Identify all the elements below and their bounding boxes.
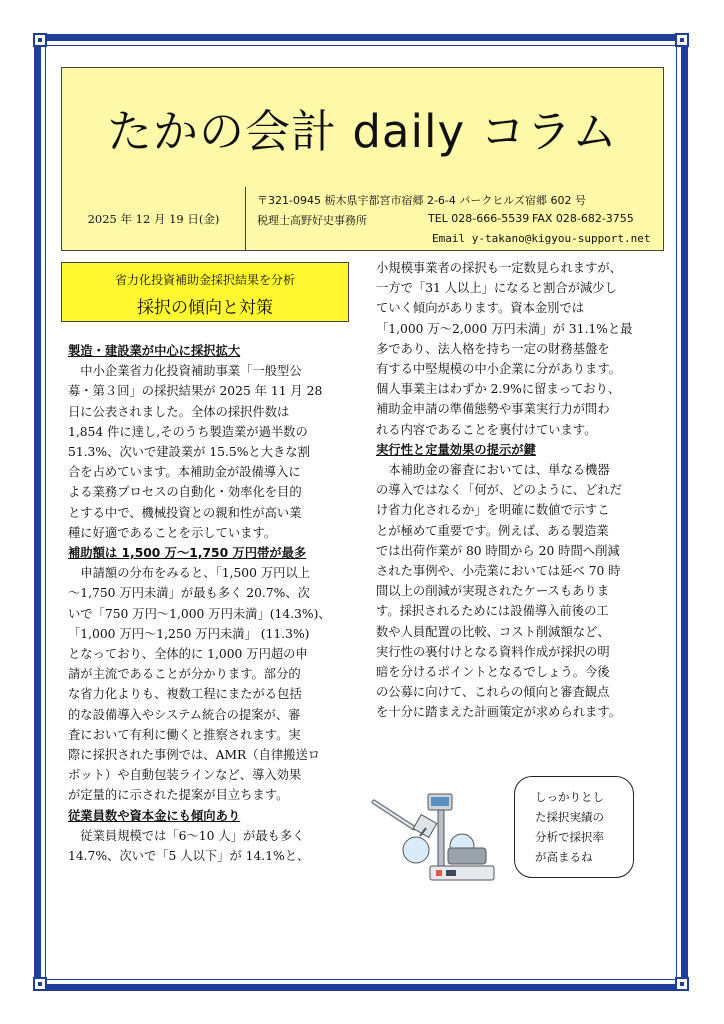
office-fax: FAX 028-682-3755 bbox=[532, 212, 634, 225]
info-row bbox=[61, 187, 664, 251]
corner-ornament bbox=[675, 977, 689, 991]
paragraph-line: 際に採択された事例では、AMR（自律搬送ロ bbox=[68, 748, 321, 763]
paragraph-line: 種に好適であることを示しています。 bbox=[68, 525, 277, 540]
paragraph-line: 募・第３回」の採択結果が 2025 年 11 月 28 bbox=[68, 384, 323, 399]
article-headline bbox=[61, 262, 349, 322]
paragraph-line: いで「750 万円～1,000 万円未満」(14.3%)、 bbox=[68, 606, 331, 621]
bubble-line: 分析で採択率 bbox=[535, 830, 604, 844]
issue-date: 2025 年 12 月 19 日(金) bbox=[62, 187, 246, 250]
paragraph-line: 1,854 件に達し,そのうち製造業が過半数の bbox=[68, 424, 308, 439]
bubble-line: が高まるね bbox=[535, 850, 593, 864]
corner-ornament bbox=[33, 33, 47, 47]
paragraph-line: 多であり、法人格を持ち一定の財務基盤を bbox=[376, 341, 610, 356]
paragraph-line: ていく傾向があります。資本金別では bbox=[376, 301, 585, 316]
paragraph-line: 従業員規模では「6～10 人」が最も多く bbox=[68, 828, 305, 843]
paragraph-line: 実行性の裏付けとなる資料作成が採択の明 bbox=[376, 644, 610, 659]
article-column-left bbox=[68, 341, 352, 866]
office-email: Email y-takano@kigyou-support.net bbox=[432, 232, 651, 245]
paragraph-line: となっており、全体的に 1,000 万円超の申 bbox=[68, 647, 308, 662]
section-heading: 製造・建設業が中心に採択拡大 bbox=[68, 344, 241, 358]
paragraph-line: 間以上の削減が実現されたケースもありま bbox=[376, 584, 610, 599]
paragraph-line: 暗を分けるポイントとなるでしょう。今後 bbox=[376, 665, 610, 680]
lab-equipment-illustration bbox=[370, 788, 506, 884]
paragraph-line: よる業務プロセスの自動化・効率化を目的 bbox=[68, 485, 302, 500]
paragraph-line: な省力化よりも、複数工程にまたがる包括 bbox=[68, 687, 302, 702]
paragraph-line: 中小企業省力化投資補助事業「一般型公 bbox=[68, 364, 302, 379]
paragraph-line: ボット）や自動包装ラインなど、導入効果 bbox=[68, 768, 302, 783]
paragraph-line: 本補助金の審査においては、単なる機器 bbox=[376, 463, 610, 478]
paragraph-line: 日に公表されました。全体の採択件数は bbox=[68, 404, 290, 419]
paragraph-line: が定量的に示された提案が目立ちます。 bbox=[68, 788, 289, 803]
paragraph-line: す。採択されるためには設備導入前後の工 bbox=[376, 604, 609, 619]
paragraph-line: 申請額の分布をみると、「1,500 万円以上 bbox=[68, 566, 311, 581]
paragraph-line: 有する中堅規模の中小企業に分があります。 bbox=[376, 362, 621, 377]
speech-bubble bbox=[514, 776, 634, 878]
office-name: 税理士高野好史事務所 bbox=[257, 214, 367, 227]
bubble-line: しっかりとし bbox=[535, 790, 604, 804]
paragraph-line: の公募に向けて、これらの傾向と審査観点 bbox=[376, 685, 610, 700]
rotary-evaporator-icon bbox=[374, 794, 494, 880]
paragraph-line: とする中で、機械投資との親和性が高い業 bbox=[68, 505, 302, 520]
office-address: 〒321-0945 栃木県宇都宮市宿郷 2-6-4 パークヒルズ宿郷 602 号 bbox=[257, 194, 587, 207]
article-column-right bbox=[376, 258, 666, 723]
paragraph-line: の導入ではなく「何が、どのように、どれだ bbox=[376, 483, 622, 498]
paragraph-line: 的な設備導入やシステム統合の提案が、審 bbox=[68, 707, 301, 722]
page-title: たかの会計 daily コラム bbox=[107, 105, 618, 158]
office-tel: TEL 028-666-5539 bbox=[428, 212, 530, 225]
paragraph-line: け省力化されるか」を明確に数値で示すこ bbox=[376, 503, 610, 518]
paragraph-line: 請が主流であることが分かります。部分的 bbox=[68, 667, 301, 682]
paragraph-line: 51.3%、次いで建設業が 15.5%と大きな割 bbox=[68, 445, 310, 460]
paragraph-line: ～1,750 万円未満」が最も多く 20.7%、次 bbox=[68, 586, 310, 601]
headline-subtitle: 省力化投資補助金採択結果を分析 bbox=[114, 273, 295, 287]
bubble-line: た採択実績の bbox=[535, 810, 604, 824]
paragraph-line: では出荷作業が 80 時間から 20 時間へ削減 bbox=[376, 543, 620, 558]
paragraph-line: とが極めて重要です。例えば、ある製造業 bbox=[376, 523, 609, 538]
paragraph-line: 小規模事業者の採択も一定数見られますが、 bbox=[376, 261, 622, 275]
corner-ornament bbox=[33, 977, 47, 991]
paragraph-line: 14.7%、次いで「5 人以下」が 14.1%と、 bbox=[68, 849, 310, 864]
paragraph-line: 合を占めています。本補助金が設備導入に bbox=[68, 465, 301, 480]
paragraph-line: 補助金申請の準備態勢や事業実行力が問わ bbox=[376, 402, 610, 417]
paragraph-line: 一方で「31 人以上」になると割合が減少し bbox=[376, 281, 617, 296]
masthead bbox=[61, 67, 664, 188]
paragraph-line: 「1,000 万円～1,250 万円未満」 (11.3%) bbox=[68, 626, 310, 641]
section-heading: 補助額は 1,500 万～1,750 万円帯が最多 bbox=[68, 546, 307, 561]
paragraph-line: 個人事業主はわずか 2.9%に留まっており、 bbox=[376, 382, 621, 397]
paragraph-line: 「1,000 万～2,000 万円未満」が 31.1%と最 bbox=[376, 321, 633, 336]
paragraph-line: を十分に踏まえた計画策定が求められます。 bbox=[376, 705, 621, 720]
paragraph-line: された事例や、小売業においては延べ 70 時 bbox=[376, 564, 621, 579]
corner-ornament bbox=[675, 33, 689, 47]
section-heading: 従業員数や資本金にも傾向あり bbox=[68, 808, 241, 823]
paragraph-line: 査において有利に働くと推察されます。実 bbox=[68, 727, 301, 742]
section-heading: 実行性と定量効果の提示が鍵 bbox=[376, 442, 536, 457]
paragraph-line: 数や人員配置の比較、コスト削減額など、 bbox=[376, 624, 610, 639]
headline-title: 採択の傾向と対策 bbox=[137, 298, 273, 318]
paragraph-line: れる内容であることを裏付けています。 bbox=[376, 422, 597, 437]
